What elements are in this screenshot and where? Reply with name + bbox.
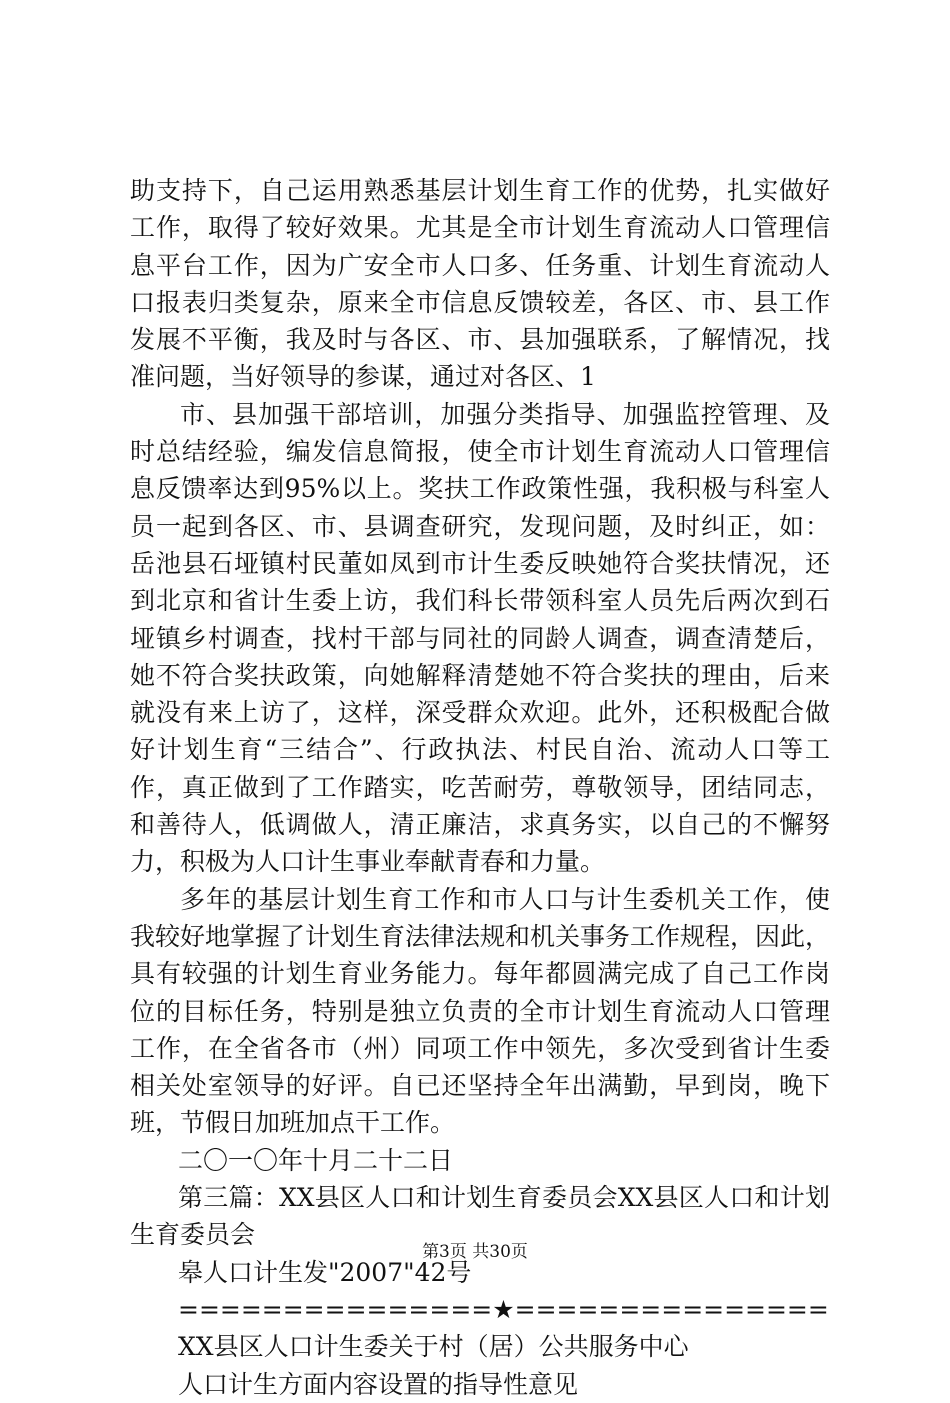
- text-line: 力，积极为人口计生事业奉献青春和力量。: [130, 847, 606, 877]
- section-title-continued: 生育委员会: [130, 1220, 256, 1250]
- text-line: 助支持下，自己运用熟悉基层计划生育工作的优势，扎实做好: [130, 176, 830, 205]
- text-line: 位的目标任务，特别是独立负责的全市计划生育流动人口管理: [130, 996, 830, 1026]
- text-line: 她不符合奖扶政策，向她解释清楚她不符合奖扶的理由，后来: [130, 660, 830, 690]
- separator-line: ===============★===============: [178, 1294, 829, 1324]
- document-number: 皋人口计生发"2007"42号: [178, 1257, 472, 1287]
- text-line: 息反馈率达到95%以上。奖扶工作政策性强，我积极与科室人: [130, 474, 830, 504]
- document-heading: XX县区人口计生委关于村（居）公共服务中心: [178, 1332, 689, 1362]
- text-line: 工作，取得了较好效果。尤其是全市计划生育流动人口管理信: [130, 213, 830, 243]
- text-line: 和善待人，低调做人，清正廉洁，求真务实，以自己的不懈努: [130, 810, 830, 840]
- text-line: 口报表归类复杂，原来全市信息反馈较差，各区、市、县工作: [130, 287, 830, 317]
- text-line: 班，节假日加班加点干工作。: [130, 1108, 456, 1138]
- text-line: 相关处室领导的好评。自已还坚持全年出满勤，早到岗，晚下: [130, 1071, 830, 1101]
- text-line: 具有较强的计划生育业务能力。每年都圆满完成了自己工作岗: [130, 959, 830, 989]
- section-title: 第三篇：XX县区人口和计划生育委员会XX县区人口和计划: [178, 1183, 830, 1213]
- text-line: 员一起到各区、市、县调查研究，发现问题，及时纠正，如：: [130, 511, 830, 541]
- text-line: 准问题，当好领导的参谋，通过对各区、1: [130, 362, 596, 392]
- document-heading: 人口计生方面内容设置的指导性意见: [178, 1369, 579, 1399]
- text-line: 岳池县石垭镇村民董如凤到市计生委反映她符合奖扶情况，还: [130, 548, 830, 578]
- page-footer: 第3页 共30页: [422, 1242, 528, 1262]
- date-line: 二〇一〇年十月二十二日: [178, 1145, 454, 1175]
- text-line: 多年的基层计划生育工作和市人口与计生委机关工作，使: [180, 884, 830, 914]
- text-line: 息平台工作，因为广安全市人口多、任务重、计划生育流动人: [130, 250, 830, 280]
- text-line: 市、县加强干部培训，加强分类指导、加强监控管理、及: [180, 399, 830, 429]
- text-line: 我较好地掌握了计划生育法律法规和机关事务工作规程，因此，: [130, 921, 831, 951]
- document-body: [130, 172, 830, 1403]
- text-line: 工作，在全省各市（州）同项工作中领先，多次受到省计生委: [130, 1033, 830, 1063]
- text-line: 垭镇乡村调查，找村干部与同社的同龄人调查，调查清楚后，: [130, 623, 830, 653]
- text-line: 作，真正做到了工作踏实，吃苦耐劳，尊敬领导，团结同志，: [130, 772, 830, 802]
- text-line: 就没有来上访了，这样，深受群众欢迎。此外，还积极配合做: [130, 698, 830, 728]
- text-line: 发展不平衡，我及时与各区、市、县加强联系，了解情况，找: [130, 325, 830, 355]
- text-line: 时总结经验，编发信息简报，使全市计划生育流动人口管理信: [130, 437, 830, 467]
- text-line: 好计划生育“三结合”、行政执法、村民自治、流动人口等工: [130, 735, 830, 765]
- text-line: 到北京和省计生委上访，我们科长带领科室人员先后两次到石: [130, 586, 830, 616]
